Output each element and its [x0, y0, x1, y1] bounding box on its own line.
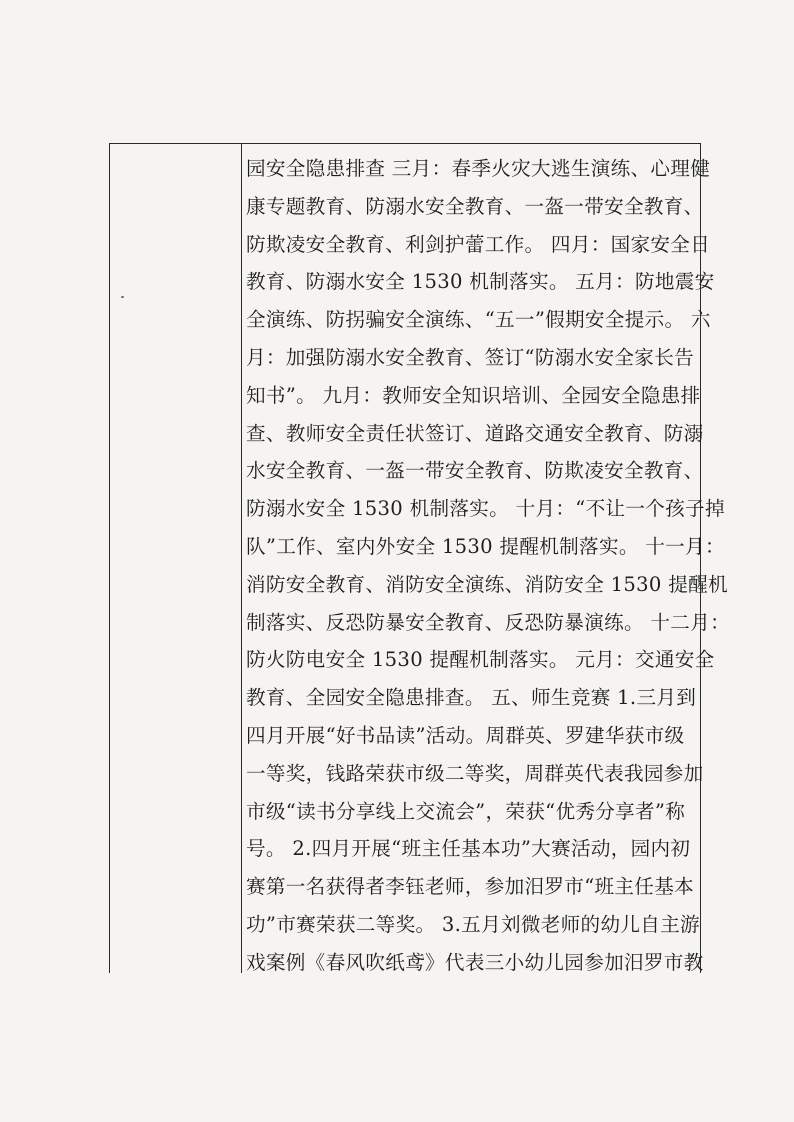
scan-speck: [121, 296, 124, 298]
text-line: 知书”。 九月：教师安全知识培训、全园安全隐患排: [246, 383, 701, 407]
text-line: 月：加强防溺水安全教育、签订“防溺水安全家长告: [246, 345, 694, 369]
content-cell: [246, 150, 730, 982]
text-line: 一等奖，钱路荣获市级二等奖，周群英代表我园参加: [246, 761, 704, 785]
text-line: 防溺水安全 1530 机制落实。 十月：“不让一个孩子掉: [246, 497, 725, 521]
text-line: 戏案例《春风吹纸鸢》代表三小幼儿园参加汨罗市教: [246, 950, 704, 974]
text-line: 四月开展“好书品读”活动。周群英、罗建华获市级: [246, 723, 685, 747]
text-line: 市级“读书分享线上交流会”，荣获“优秀分享者”称: [246, 799, 686, 823]
text-line: 全演练、防拐骗安全演练、“五一”假期安全提示。 六: [246, 308, 711, 332]
text-line: 教育、全园安全隐患排查。 五、师生竞赛 1.三月到: [246, 686, 697, 710]
text-line: 康专题教育、防溺水安全教育、一盔一带安全教育、: [246, 194, 704, 218]
text-line: 水安全教育、一盔一带安全教育、防欺凌安全教育、: [246, 459, 704, 483]
text-line: 号。 2.四月开展“班主任基本功”大赛活动，园内初: [246, 837, 691, 861]
text-line: 防火防电安全 1530 提醒机制落实。 元月：交通安全: [246, 648, 715, 672]
text-line: 功”市赛荣获二等奖。 3.五月刘微老师的幼儿自主游: [246, 912, 700, 936]
text-line: 园安全隐患排查 三月：春季火灾大逃生演练、心理健: [246, 157, 711, 180]
left-cell-empty: [109, 143, 241, 973]
column-divider: [241, 143, 242, 973]
text-line: 赛第一名获得者李钰老师，参加汨罗市“班主任基本: [246, 875, 694, 899]
text-line: 队”工作、室内外安全 1530 提醒机制落实。 十一月：: [246, 534, 725, 558]
text-line: 教育、防溺水安全 1530 机制落实。 五月：防地震安: [246, 270, 715, 294]
text-line: 消防安全教育、消防安全演练、消防安全 1530 提醒机: [246, 572, 728, 596]
text-line: 查、教师安全责任状签订、道路交通安全教育、防溺: [246, 421, 704, 445]
text-line: 防欺凌安全教育、利剑护蕾工作。 四月：国家安全日: [246, 232, 711, 256]
text-line: 制落实、反恐防暴安全教育、反恐防暴演练。 十二月：: [246, 610, 730, 634]
